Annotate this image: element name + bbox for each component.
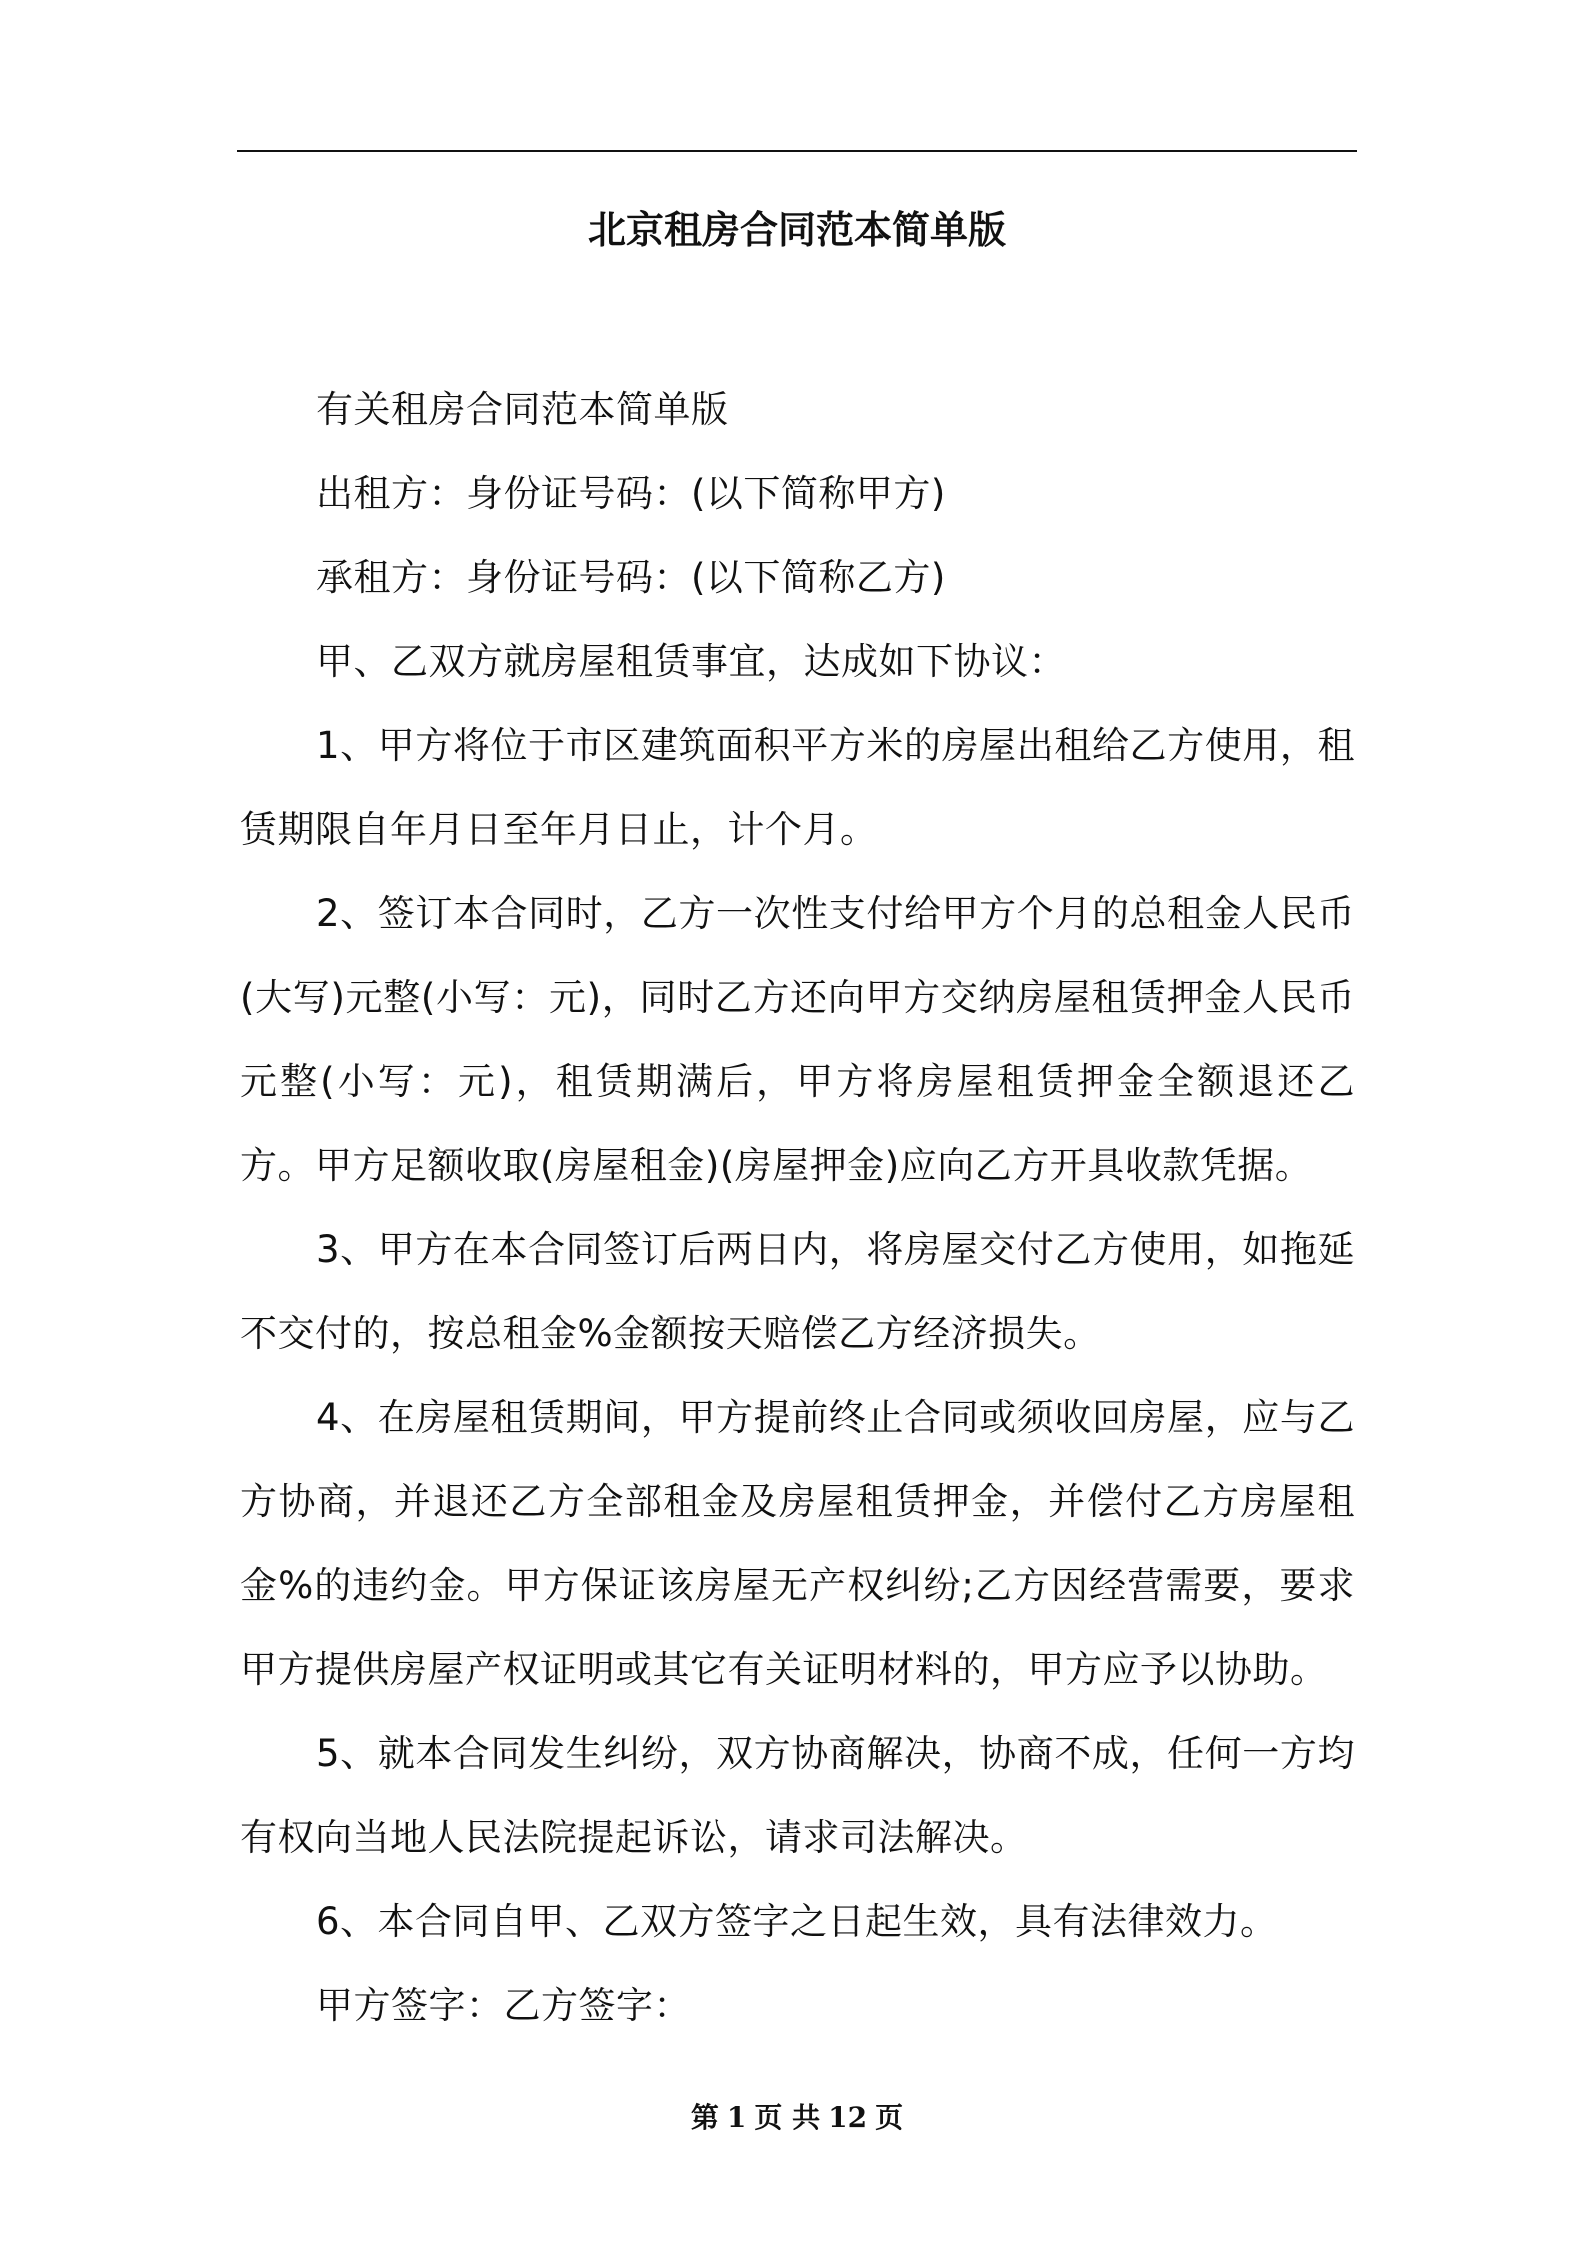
page-footer [237,2100,1357,2136]
clause-2: 2、签订本合同时，乙方一次性支付给甲方个月的总租金人民币(大写)元整(小写：元)，同时乙方还向甲方交纳房屋租赁押金人民币元整(小写：元)，租赁期满后，甲方将房屋租赁押金全额退还乙方。甲方足额收取(房屋租金)(房屋押金)应向乙方开具收款凭据。 [240,892,1355,1187]
paragraph-subtitle: 有关租房合同范本简单版 [316,388,729,431]
footer-page-number: 1 [726,2101,747,2134]
paragraph-lessor: 出租方：身份证号码：(以下简称甲方) [316,472,946,515]
clause-4: 4、在房屋租赁期间，甲方提前终止合同或须收回房屋，应与乙方协商，并退还乙方全部租金及房屋租赁押金，并偿付乙方房屋租金%的违约金。甲方保证该房屋无产权纠纷;乙方因经营需要，要求甲方提供房屋产权证明或其它有关证明材料的，甲方应予以协助。 [240,1396,1355,1691]
header-rule [237,150,1357,152]
document-body [240,368,1355,2048]
document-title: 北京租房合同范本简单版 [587,208,1006,252]
clause-5: 5、就本合同发生纠纷，双方协商解决，协商不成，任何一方均有权向当地人民法院提起诉讼，请求司法解决。 [240,1732,1355,1859]
signature-line: 甲方签字：乙方签字： [316,1984,691,2027]
clause-1: 1、甲方将位于市区建筑面积平方米的房屋出租给乙方使用，租赁期限自年月日至年月日止，计个月。 [240,724,1355,851]
footer-middle: 页 共 [754,2101,821,2134]
footer-prefix: 第 [690,2101,719,2134]
paragraph-agreement-intro: 甲、乙双方就房屋租赁事宜，达成如下协议： [316,640,1066,683]
footer-suffix: 页 [875,2101,904,2134]
clause-3: 3、甲方在本合同签订后两日内，将房屋交付乙方使用，如拖延不交付的，按总租金%金额按天赔偿乙方经济损失。 [240,1228,1355,1355]
footer-total-pages: 12 [828,2101,868,2134]
clause-6: 6、本合同自甲、乙双方签字之日起生效，具有法律效力。 [316,1900,1278,1943]
paragraph-lessee: 承租方：身份证号码：(以下简称乙方) [316,556,946,599]
